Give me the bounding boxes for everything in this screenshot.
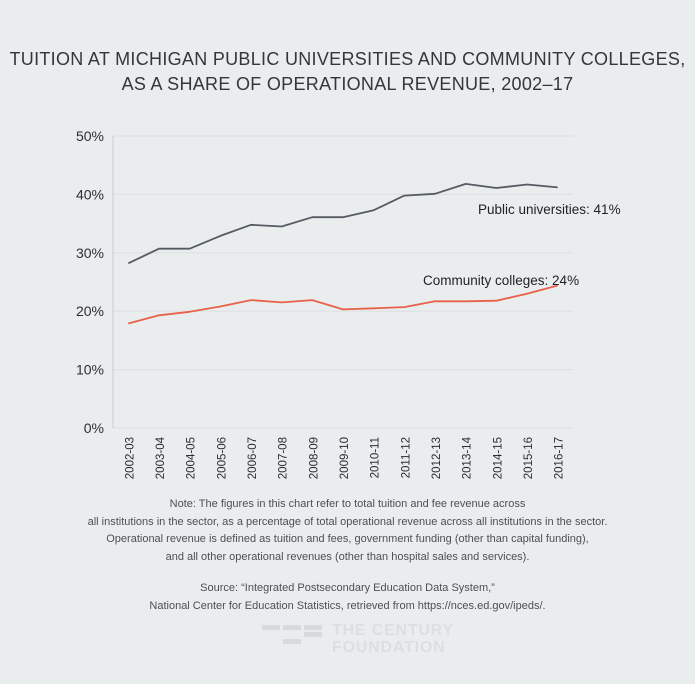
logo-dash [283, 625, 301, 630]
logo-dash [283, 639, 301, 644]
source-line: Source: “Integrated Postsecondary Education Data System,” [200, 582, 495, 594]
note-line: Operational revenue is defined as tuition and fees, government funding (other than capital funding), [106, 533, 589, 545]
tcf-logo-text [332, 622, 454, 656]
x-tick-label: 2008-09 [308, 437, 321, 480]
chart-title-line1: TUITION AT MICHIGAN PUBLIC UNIVERSITIES AND COMMUNITY COLLEGES, [9, 49, 686, 69]
chart-title-line2: AS A SHARE OF OPERATIONAL REVENUE, 2002–17 [121, 74, 574, 94]
tcf-logo-text-line1: THE CENTURY [332, 622, 454, 639]
note-line: and all other operational revenues (other than hospital sales and services). [165, 550, 530, 563]
tcf-logo-mark-icon [262, 625, 322, 644]
tcf-logo [262, 622, 454, 656]
public-universities-annotation: Public universities: 41% [478, 202, 621, 217]
note-line: Note: The figures in this chart refer to total tuition and fee revenue across [169, 498, 526, 510]
x-tick-label: 2015-16 [523, 437, 535, 480]
x-tick-label: 2007-08 [277, 437, 290, 480]
y-tick-label: 40% [75, 186, 104, 203]
y-tick-label: 20% [75, 303, 104, 320]
x-tick-label: 2003-04 [155, 437, 167, 480]
x-tick-label: 2009-10 [339, 437, 351, 480]
public-universities-line [128, 184, 557, 263]
x-tick-label: 2006-07 [247, 437, 259, 480]
source-line: National Center for Education Statistics, retrieved from https://nces.ed.gov/ipeds/. [149, 599, 546, 612]
logo-dash [262, 625, 280, 630]
chart-note [28, 496, 667, 566]
logo-dash [304, 632, 322, 637]
note-line: all institutions in the sector, as a percentage of total operational revenue across all institutions in the sector. [87, 515, 608, 528]
logo-dash [304, 625, 322, 630]
community-colleges-line [128, 286, 557, 324]
x-tick-label: 2004-05 [185, 437, 198, 480]
y-tick-label: 50% [75, 128, 104, 144]
y-tick-label: 10% [75, 361, 104, 378]
x-tick-label: 2011-12 [400, 437, 413, 479]
x-tick-label: 2013-14 [461, 436, 474, 480]
tcf-logo-text-line2: FOUNDATION [332, 639, 446, 656]
x-tick-label: 2014-15 [492, 437, 505, 480]
x-tick-label: 2010-11 [369, 437, 382, 479]
y-tick-label: 0% [83, 420, 104, 436]
x-tick-label: 2005-06 [216, 437, 229, 480]
chart-source [28, 580, 667, 615]
x-tick-label: 2002-03 [124, 437, 137, 480]
y-tick-label: 30% [75, 244, 104, 261]
x-tick-label: 2016-17 [553, 437, 566, 480]
x-tick-label: 2012-13 [431, 437, 443, 480]
community-colleges-annotation: Community colleges: 24% [423, 273, 580, 288]
